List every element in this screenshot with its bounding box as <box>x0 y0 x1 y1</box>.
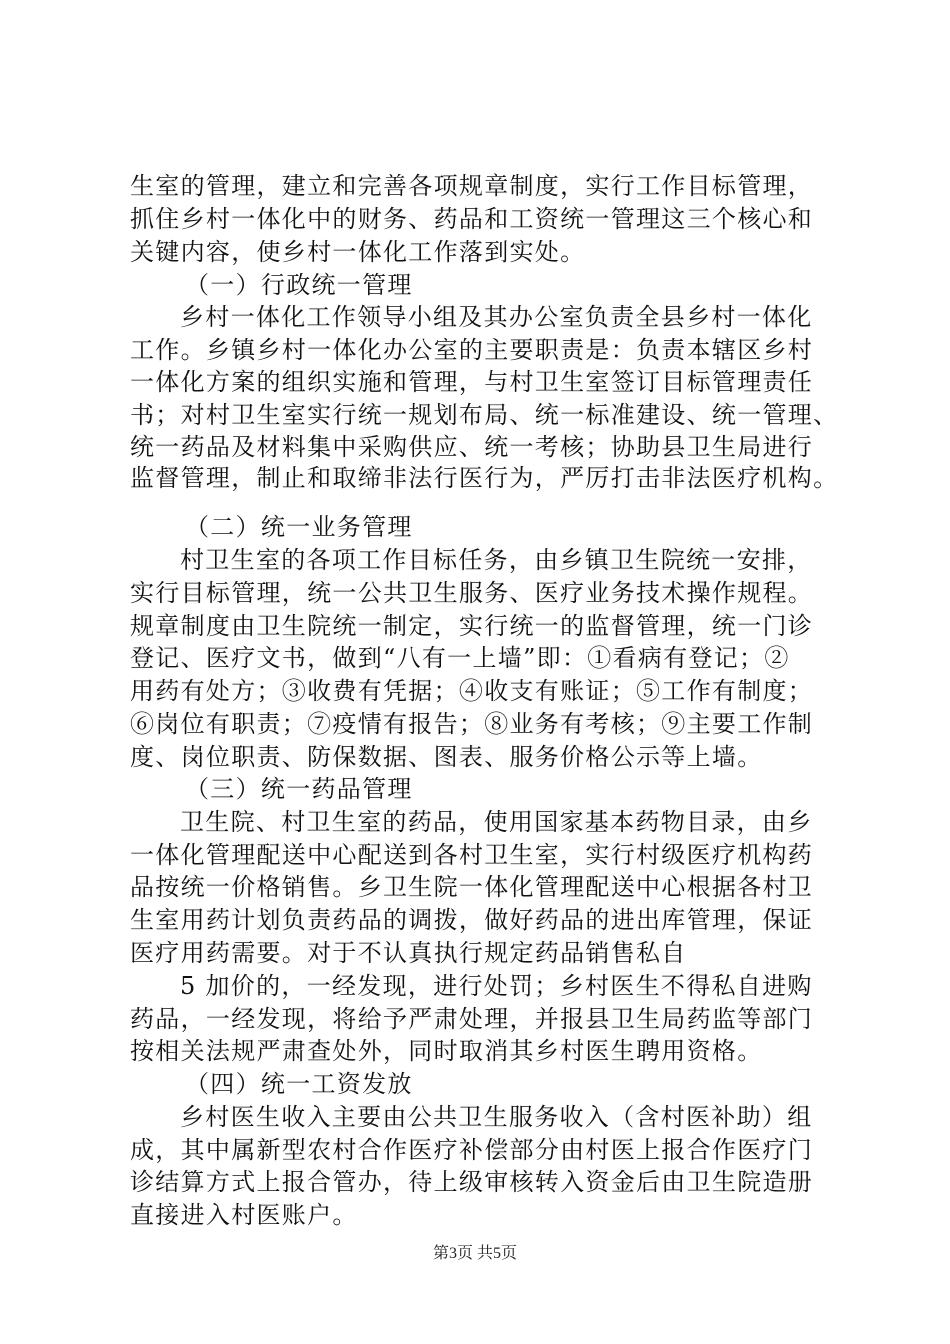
body-text-line: 工作。乡镇乡村一体化办公室的主要职责是：负责本辖区乡村 <box>130 336 814 364</box>
section-heading-1: （一）行政统一管理 <box>185 271 413 299</box>
body-text-line: 关键内容，使乡村一体化工作落到实处。 <box>130 238 586 266</box>
page-footer: 第3页 共5页 <box>432 1245 517 1262</box>
body-text-line: 一体化方案的组织实施和管理，与村卫生室签订目标管理责任 <box>130 368 814 396</box>
body-text-line: 乡村医生收入主要由公共卫生服务收入（含村医补助）组 <box>180 1103 813 1131</box>
body-text-line: 生室的管理，建立和完善各项规章制度，实行工作目标管理， <box>130 172 814 200</box>
body-text-line: 医疗用药需要。对于不认真执行规定药品销售私自 <box>130 939 687 967</box>
body-text-line: ⑥岗位有职责；⑦疫情有报告；⑧业务有考核；⑨主要工作制 <box>130 710 814 738</box>
body-text-line: 卫生院、村卫生室的药品，使用国家基本药物目录，由乡 <box>180 808 813 836</box>
body-text-line: 乡村一体化工作领导小组及其办公室负责全县乡村一体化 <box>180 303 813 331</box>
body-text-line: 用药有处方；③收费有凭据；④收支有账证；⑤工作有制度； <box>130 677 814 705</box>
body-text-line: 按相关法规严肃查处外，同时取消其乡村医生聘用资格。 <box>130 1037 763 1065</box>
body-text-line: 规章制度由卫生院统一制定，实行统一的监督管理，统一门诊 <box>130 612 814 640</box>
body-text-line: 书；对村卫生室实行统一规划布局、统一标准建设、统一管理、 <box>130 401 839 429</box>
body-text-line: 成，其中属新型农村合作医疗补偿部分由村医上报合作医疗门 <box>130 1136 814 1164</box>
body-text-line: 抓住乡村一体化中的财务、药品和工资统一管理这三个核心和 <box>130 205 814 233</box>
section-heading-4: （四）统一工资发放 <box>185 1070 413 1098</box>
body-text-line: 监督管理，制止和取缔非法行医行为，严厉打击非法医疗机构。 <box>130 464 839 492</box>
body-text-line: 药品，一经发现，将给予严肃处理，并报县卫生局药监等部门 <box>130 1005 814 1033</box>
body-text-line: 度、岗位职责、防保数据、图表、服务价格公示等上墙。 <box>130 743 763 771</box>
body-text-line: 统一药品及材料集中采购供应、统一考核；协助县卫生局进行 <box>130 433 814 461</box>
body-text-line: 诊结算方式上报合管办，待上级审核转入资金后由卫生院造册 <box>130 1168 814 1196</box>
body-text-line: 品按统一价格销售。乡卫生院一体化管理配送中心根据各村卫 <box>130 873 814 901</box>
body-text-line: 村卫生室的各项工作目标任务，由乡镇卫生院统一安排， <box>180 546 813 574</box>
body-text-line: 实行目标管理，统一公共卫生服务、医疗业务技术操作规程。 <box>130 579 814 607</box>
body-text-line: 直接进入村医账户。 <box>130 1201 358 1229</box>
section-heading-3: （三）统一药品管理 <box>185 775 413 803</box>
body-text-line: 生室用药计划负责药品的调拨，做好药品的进出库管理，保证 <box>130 906 814 934</box>
section-heading-2: （二）统一业务管理 <box>185 513 413 541</box>
body-text-line: 一体化管理配送中心配送到各村卫生室，实行村级医疗机构药 <box>130 841 814 869</box>
body-text-line: 5 加价的，一经发现，进行处罚；乡村医生不得私自进购 <box>180 972 813 1000</box>
body-text-line: 登记、医疗文书，做到“八有一上墙”即：①看病有登记；② <box>130 644 790 672</box>
